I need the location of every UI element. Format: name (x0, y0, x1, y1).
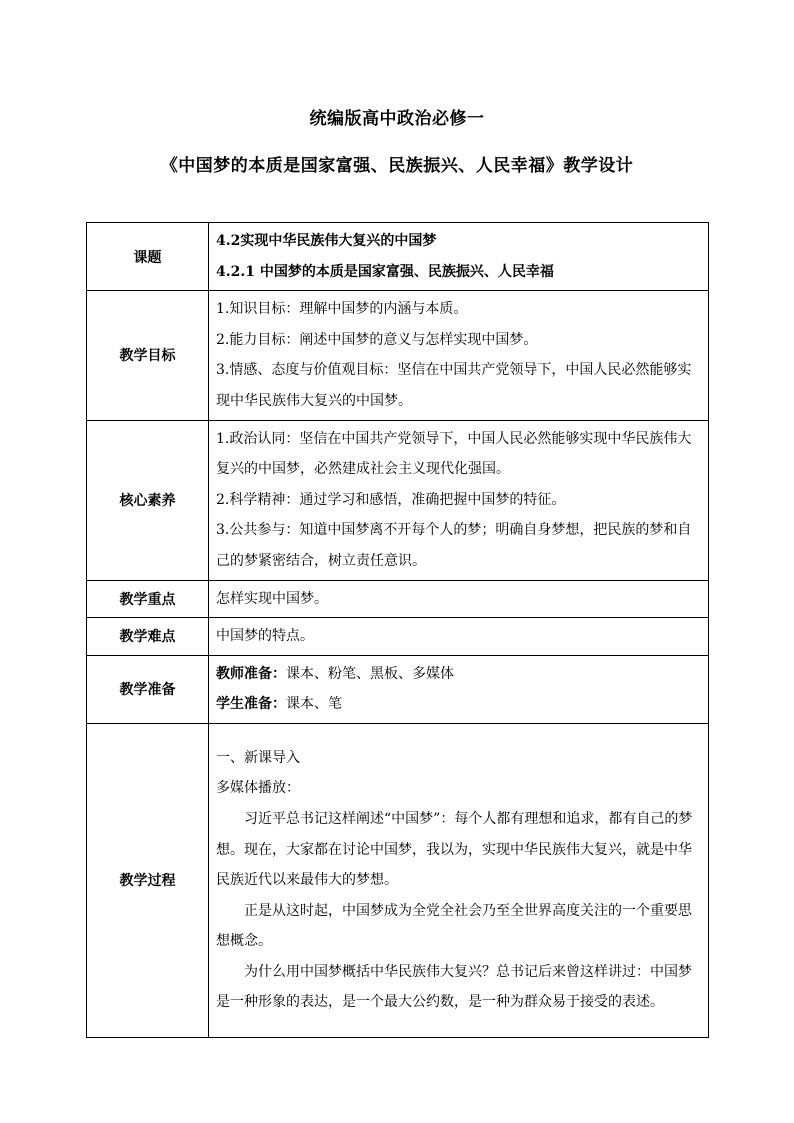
key-point-content (209, 580, 709, 618)
process-paragraph-2: 正是从这时起，中国梦成为全党全社会乃至全世界高度关注的一个重要思想概念。 (216, 902, 692, 950)
topic-line-2: 4.2.1 中国梦的本质是国家富强、民族振兴、人民幸福 (216, 263, 554, 280)
process-content (209, 723, 709, 1037)
difficulty-text: 中国梦的特点。 (216, 628, 314, 645)
process-heading: 一、新课导入 (216, 749, 300, 766)
preparation-label: 教学准备 (87, 655, 209, 723)
literacy-item-1: 1.政治认同：坚信在中国共产党领导下，中国人民必然能够实现中华民族伟大复兴的中国梦，必然建成社会主义现代化强国。 (216, 430, 692, 478)
difficulty-label: 教学难点 (87, 618, 209, 656)
preparation-content (209, 655, 709, 723)
process-paragraph-1: 习近平总书记这样阐述“中国梦”：每个人都有理想和追求，都有自己的梦想。现在，大家都在讨论中国梦，我以为，实现中华民族伟大复兴，就是中华民族近代以来最伟大的梦想。 (216, 810, 693, 889)
teacher-preparation (216, 659, 702, 690)
teacher-preparation-text: 课本、粉笔、黑板、多媒体 (286, 665, 454, 682)
key-point-label: 教学重点 (87, 580, 209, 618)
process-subheading: 多媒体播放： (216, 780, 300, 797)
goals-label: 教学目标 (87, 291, 209, 420)
process-paragraph-3: 为什么用中国梦概括中华民族伟大复兴？总书记后来曾这样讲过：中国梦是一种形象的表达，是一个最大公约数，是一种为群众易于接受的表述。 (216, 963, 692, 1011)
goals-content (209, 291, 709, 420)
literacy-content (209, 420, 709, 580)
literacy-item-3: 3.公共参与：知道中国梦离不开每个人的梦；明确自身梦想，把民族的梦和自己的梦紧密结合，树立责任意识。 (216, 522, 692, 569)
goal-item-2: 2.能力目标：阐述中国梦的意义与怎样实现中国梦。 (216, 331, 538, 348)
literacy-label: 核心素养 (87, 420, 209, 580)
literacy-item-2: 2.科学精神：通过学习和感悟，准确把握中国梦的特征。 (216, 491, 566, 508)
table-row-process (87, 723, 709, 1037)
student-preparation (216, 689, 702, 720)
key-point-text: 怎样实现中国梦。 (216, 590, 328, 607)
difficulty-content (209, 618, 709, 656)
table-row-key-point (87, 580, 709, 618)
table-row-literacy (87, 420, 709, 580)
teacher-preparation-label: 教师准备： (216, 665, 286, 682)
student-preparation-label: 学生准备： (216, 696, 286, 713)
document-subtitle: 《中国梦的本质是国家富强、民族振兴、人民幸福》教学设计 (160, 156, 634, 176)
table-row-goals (87, 291, 709, 420)
goal-item-3: 3.情感、态度与价值观目标：坚信在中国共产党领导下，中国人民必然能够实现中华民族伟大复兴的中国梦。 (216, 362, 692, 409)
document-title: 统编版高中政治必修一 (309, 109, 485, 129)
student-preparation-text: 课本、笔 (286, 696, 342, 713)
table-row-topic (87, 223, 709, 291)
table-row-difficulty (87, 618, 709, 656)
topic-line-1: 4.2实现中华民族伟大复兴的中国梦 (216, 233, 437, 249)
topic-content (209, 223, 709, 291)
topic-label: 课题 (87, 223, 209, 291)
lesson-plan-table (86, 222, 709, 1038)
table-row-preparation (87, 655, 709, 723)
goal-item-1: 1.知识目标：理解中国梦的内涵与本质。 (216, 301, 468, 318)
process-label: 教学过程 (87, 723, 209, 1037)
